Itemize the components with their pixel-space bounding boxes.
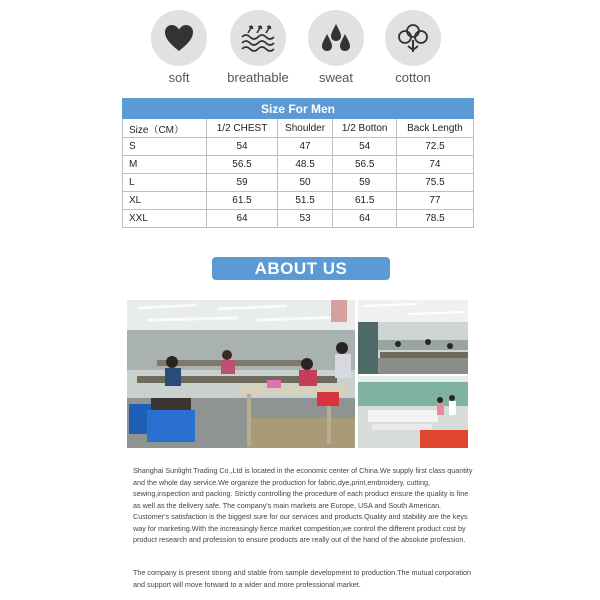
table-cell: 77	[396, 192, 473, 210]
table-cell: 59	[333, 174, 396, 192]
factory-workshop-photo	[358, 300, 468, 374]
feature-icons-row	[0, 10, 600, 90]
column-header: 1/2 Botton	[333, 119, 396, 138]
table-cell: 61.5	[333, 192, 396, 210]
feature-sweat	[296, 10, 376, 85]
size-cell: S	[123, 138, 207, 156]
size-table-title: Size For Men	[123, 99, 474, 119]
size-cell: XL	[123, 192, 207, 210]
about-paragraph-2: The company is present strong and stable from sample development to production.The mutual corporation and support will move forward to a wider and more professional market.	[133, 568, 471, 589]
factory-sewing-floor-photo	[127, 300, 355, 448]
table-cell: 56.5	[333, 156, 396, 174]
feature-label: sweat	[319, 70, 353, 85]
table-cell: 48.5	[277, 156, 333, 174]
airflow-icon	[230, 10, 286, 66]
about-us-banner: ABOUT US	[212, 257, 390, 280]
size-table	[122, 98, 474, 228]
table-cell: 75.5	[396, 174, 473, 192]
column-header: Back Length	[396, 119, 473, 138]
feature-label: soft	[168, 70, 190, 85]
size-cell: L	[123, 174, 207, 192]
table-cell: 64	[333, 210, 396, 228]
factory-packing-photo	[358, 376, 468, 448]
table-row	[123, 174, 474, 192]
table-cell: 61.5	[207, 192, 277, 210]
size-cell: M	[123, 156, 207, 174]
table-cell: 47	[277, 138, 333, 156]
column-header: 1/2 CHEST	[207, 119, 277, 138]
heart-icon	[151, 10, 207, 66]
table-cell: 53	[277, 210, 333, 228]
table-cell: 56.5	[207, 156, 277, 174]
table-row	[123, 138, 474, 156]
table-cell: 59	[207, 174, 277, 192]
table-cell: 51.5	[277, 192, 333, 210]
feature-breathable	[218, 10, 298, 85]
table-row	[123, 192, 474, 210]
feature-label: cotton	[395, 70, 431, 85]
feature-cotton	[373, 10, 453, 85]
table-cell: 72.5	[396, 138, 473, 156]
table-cell: 74	[396, 156, 473, 174]
table-cell: 78.5	[396, 210, 473, 228]
sweat-drops-icon	[308, 10, 364, 66]
column-header: Shoulder	[277, 119, 333, 138]
about-paragraph-1: Shanghai Sunlight Trading Co.,Ltd is located in the economic center of China.We supply first class quantity and the whole day service.We organize the production for fabric,dye,print,embroidery, cutting, sewing,inspection and packing. Strictly controlling the procedure of each product ensure the quality is fine as well as the delivery safe. The company's main markets are Europe, USA and South American. Customer's satisfaction is the biggest sure for our services and products.Quality and stability are the keys way for marketing.With the increasingly fierce market competition,we control the different product cost by product research and profession to ensure products are really out of the hand of the absolute profession.	[133, 466, 473, 544]
size-cell: XXL	[123, 210, 207, 228]
table-cell: 50	[277, 174, 333, 192]
table-cell: 54	[333, 138, 396, 156]
feature-label: breathable	[227, 70, 289, 85]
feature-soft	[139, 10, 219, 85]
cotton-flower-icon	[385, 10, 441, 66]
table-cell: 54	[207, 138, 277, 156]
table-row	[123, 210, 474, 228]
size-table-header	[123, 119, 474, 138]
column-header: Size（CM）	[123, 119, 207, 138]
table-row	[123, 156, 474, 174]
table-cell: 64	[207, 210, 277, 228]
